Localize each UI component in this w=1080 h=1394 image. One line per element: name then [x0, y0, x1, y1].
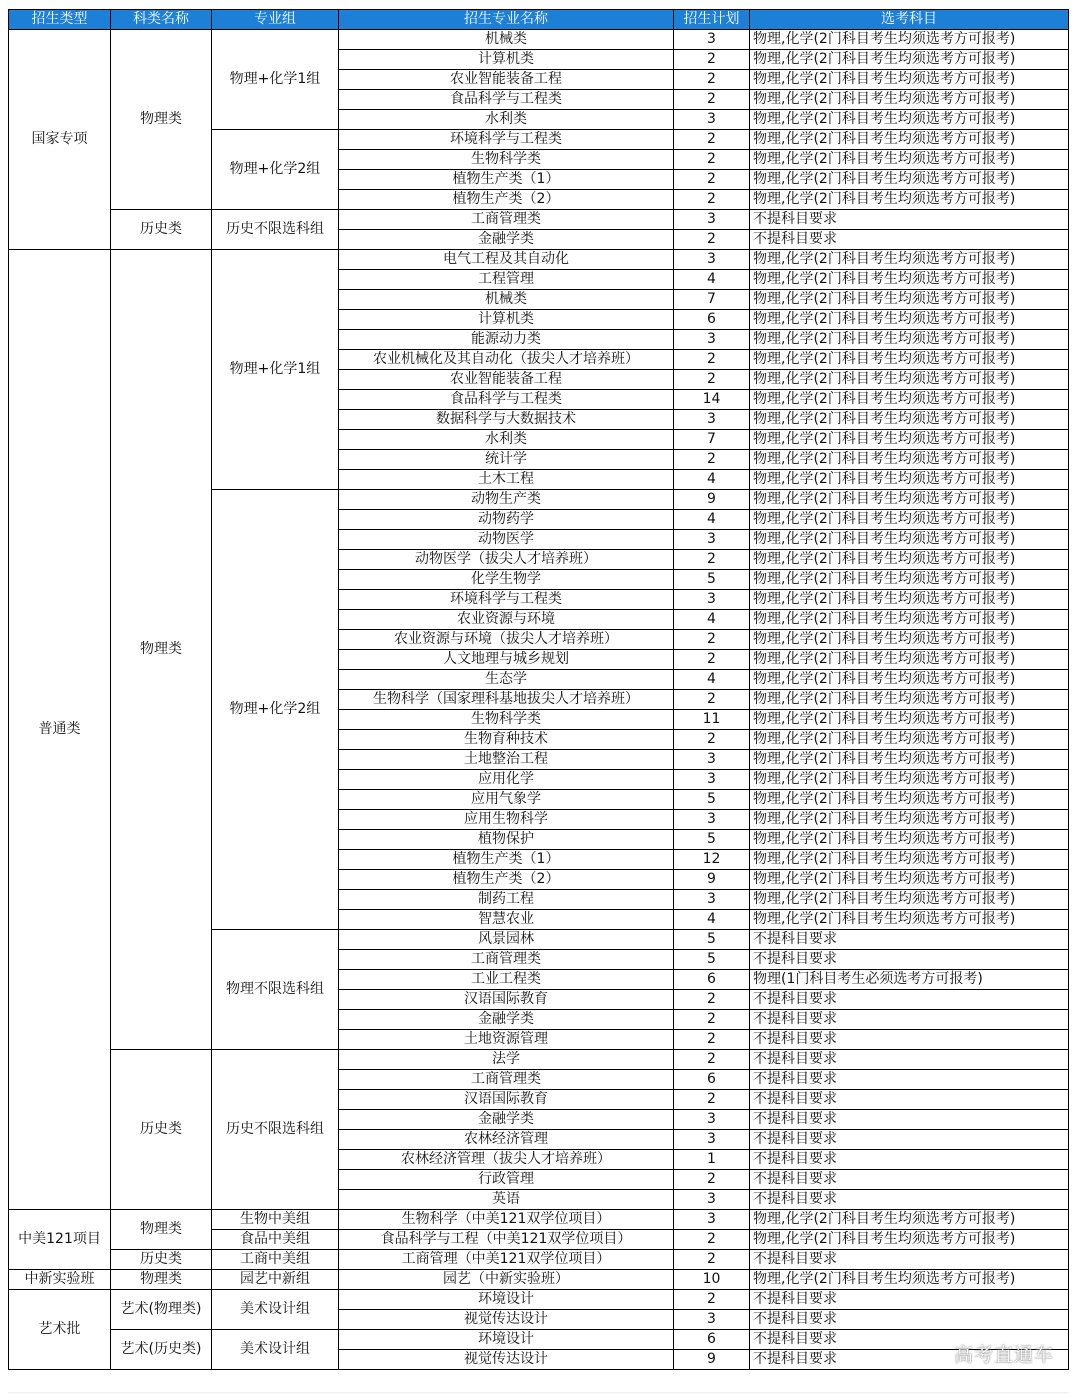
- watermark: 高考直通车: [953, 1344, 1054, 1366]
- subject-requirement-cell: 物理,化学(2门科目考生均须选考方可报考): [750, 670, 1069, 690]
- major-name-cell: 植物保护: [339, 830, 674, 850]
- major-name-cell: 农林经济管理: [339, 1130, 674, 1150]
- major-name-cell: 土木工程: [339, 470, 674, 490]
- major-name-cell: 植物生产类（1）: [339, 170, 674, 190]
- plan-count-cell: 4: [674, 910, 750, 930]
- subject-requirement-cell: 物理,化学(2门科目考生均须选考方可报考): [750, 170, 1069, 190]
- subject-requirement-cell: 不提科目要求: [750, 990, 1069, 1010]
- category-cell: 物理类: [111, 30, 212, 210]
- header-category: 科类名称: [111, 10, 212, 30]
- major-name-cell: 机械类: [339, 290, 674, 310]
- major-name-cell: 工业工程类: [339, 970, 674, 990]
- plan-count-cell: 6: [674, 310, 750, 330]
- subject-requirement-cell: 不提科目要求: [750, 1050, 1069, 1070]
- plan-count-cell: 6: [674, 1070, 750, 1090]
- subject-requirement-cell: 不提科目要求: [750, 930, 1069, 950]
- plan-count-cell: 4: [674, 610, 750, 630]
- plan-count-cell: 2: [674, 70, 750, 90]
- major-name-cell: 动物医学: [339, 530, 674, 550]
- plan-count-cell: 3: [674, 590, 750, 610]
- major-name-cell: 生物科学（中美121双学位项目）: [339, 1210, 674, 1230]
- major-name-cell: 农业机械化及其自动化（拔尖人才培养班）: [339, 350, 674, 370]
- plan-count-cell: 2: [674, 50, 750, 70]
- plan-count-cell: 3: [674, 810, 750, 830]
- subject-requirement-cell: 物理,化学(2门科目考生均须选考方可报考): [750, 330, 1069, 350]
- plan-count-cell: 5: [674, 830, 750, 850]
- subject-requirement-cell: 物理,化学(2门科目考生均须选考方可报考): [750, 250, 1069, 270]
- plan-count-cell: 2: [674, 1050, 750, 1070]
- plan-count-cell: 3: [674, 530, 750, 550]
- subject-requirement-cell: 物理,化学(2门科目考生均须选考方可报考): [750, 850, 1069, 870]
- subject-requirement-cell: 不提科目要求: [750, 1290, 1069, 1310]
- subject-requirement-cell: 物理,化学(2门科目考生均须选考方可报考): [750, 810, 1069, 830]
- plan-count-cell: 9: [674, 870, 750, 890]
- plan-count-cell: 2: [674, 1170, 750, 1190]
- subject-requirement-cell: 不提科目要求: [750, 950, 1069, 970]
- plan-count-cell: 5: [674, 930, 750, 950]
- subject-requirement-cell: 不提科目要求: [750, 1010, 1069, 1030]
- admission-plan-table: [8, 9, 1069, 1370]
- subject-requirement-cell: 物理,化学(2门科目考生均须选考方可报考): [750, 530, 1069, 550]
- major-name-cell: 食品科学与工程类: [339, 390, 674, 410]
- plan-count-cell: 1: [674, 1150, 750, 1170]
- subject-requirement-cell: 物理,化学(2门科目考生均须选考方可报考): [750, 110, 1069, 130]
- table-row: [9, 1250, 1069, 1270]
- plan-count-cell: 5: [674, 950, 750, 970]
- major-name-cell: 工商管理类: [339, 210, 674, 230]
- major-name-cell: 食品科学与工程类: [339, 90, 674, 110]
- subject-requirement-cell: 物理,化学(2门科目考生均须选考方可报考): [750, 690, 1069, 710]
- plan-count-cell: 2: [674, 690, 750, 710]
- subject-requirement-cell: 物理,化学(2门科目考生均须选考方可报考): [750, 730, 1069, 750]
- category-cell: 物理类: [111, 1210, 212, 1250]
- major-name-cell: 化学生物学: [339, 570, 674, 590]
- plan-count-cell: 3: [674, 250, 750, 270]
- major-name-cell: 生物科学类: [339, 710, 674, 730]
- subject-requirement-cell: 物理,化学(2门科目考生均须选考方可报考): [750, 430, 1069, 450]
- subject-requirement-cell: 物理,化学(2门科目考生均须选考方可报考): [750, 350, 1069, 370]
- major-name-cell: 植物生产类（1）: [339, 850, 674, 870]
- major-group-cell: 美术设计组: [212, 1330, 339, 1370]
- major-name-cell: 工商管理（中美121双学位项目）: [339, 1250, 674, 1270]
- subject-requirement-cell: 物理,化学(2门科目考生均须选考方可报考): [750, 570, 1069, 590]
- table-row: [9, 210, 1069, 230]
- subject-requirement-cell: 不提科目要求: [750, 1170, 1069, 1190]
- subject-requirement-cell: 物理,化学(2门科目考生均须选考方可报考): [750, 390, 1069, 410]
- plan-count-cell: 2: [674, 230, 750, 250]
- major-name-cell: 环境设计: [339, 1290, 674, 1310]
- plan-count-cell: 2: [674, 450, 750, 470]
- subject-requirement-cell: 物理,化学(2门科目考生均须选考方可报考): [750, 30, 1069, 50]
- trailing-empty-row: [8, 1378, 1068, 1393]
- enroll-type-cell: 中美121项目: [9, 1210, 111, 1270]
- major-group-cell: 物理+化学1组: [212, 30, 339, 130]
- major-group-cell: 工商中美组: [212, 1250, 339, 1270]
- major-name-cell: 生态学: [339, 670, 674, 690]
- plan-count-cell: 2: [674, 990, 750, 1010]
- subject-requirement-cell: 不提科目要求: [750, 1250, 1069, 1270]
- category-cell: 历史类: [111, 1250, 212, 1270]
- major-name-cell: 动物医学（拔尖人才培养班）: [339, 550, 674, 570]
- plan-count-cell: 3: [674, 1210, 750, 1230]
- major-name-cell: 金融学类: [339, 1010, 674, 1030]
- plan-count-cell: 2: [674, 150, 750, 170]
- subject-requirement-cell: 物理,化学(2门科目考生均须选考方可报考): [750, 450, 1069, 470]
- enroll-type-cell: 中新实验班: [9, 1270, 111, 1290]
- major-name-cell: 生物科学（国家理科基地拔尖人才培养班）: [339, 690, 674, 710]
- major-name-cell: 环境科学与工程类: [339, 130, 674, 150]
- major-name-cell: 工商管理类: [339, 1070, 674, 1090]
- major-name-cell: 应用生物科学: [339, 810, 674, 830]
- plan-count-cell: 3: [674, 770, 750, 790]
- major-name-cell: 水利类: [339, 110, 674, 130]
- subject-requirement-cell: 不提科目要求: [750, 1330, 1069, 1350]
- plan-count-cell: 6: [674, 970, 750, 990]
- subject-requirement-cell: 物理,化学(2门科目考生均须选考方可报考): [750, 90, 1069, 110]
- plan-count-cell: 2: [674, 1250, 750, 1270]
- major-name-cell: 人文地理与城乡规划: [339, 650, 674, 670]
- major-group-cell: 美术设计组: [212, 1290, 339, 1330]
- subject-requirement-cell: 物理,化学(2门科目考生均须选考方可报考): [750, 790, 1069, 810]
- plan-count-cell: 3: [674, 110, 750, 130]
- plan-count-cell: 3: [674, 410, 750, 430]
- subject-requirement-cell: 物理,化学(2门科目考生均须选考方可报考): [750, 750, 1069, 770]
- subject-requirement-cell: 不提科目要求: [750, 1130, 1069, 1150]
- major-name-cell: 农业资源与环境: [339, 610, 674, 630]
- major-name-cell: 电气工程及其自动化: [339, 250, 674, 270]
- subject-requirement-cell: 物理,化学(2门科目考生均须选考方可报考): [750, 410, 1069, 430]
- subject-requirement-cell: 物理,化学(2门科目考生均须选考方可报考): [750, 550, 1069, 570]
- plan-count-cell: 2: [674, 1230, 750, 1250]
- plan-count-cell: 4: [674, 270, 750, 290]
- major-name-cell: 应用化学: [339, 770, 674, 790]
- plan-count-cell: 3: [674, 750, 750, 770]
- subject-requirement-cell: 不提科目要求: [750, 1310, 1069, 1330]
- enroll-type-cell: 艺术批: [9, 1290, 111, 1370]
- subject-requirement-cell: 物理,化学(2门科目考生均须选考方可报考): [750, 310, 1069, 330]
- plan-count-cell: 3: [674, 1190, 750, 1210]
- plan-count-cell: 2: [674, 190, 750, 210]
- plan-count-cell: 3: [674, 1110, 750, 1130]
- table-header: [9, 10, 1069, 30]
- major-group-cell: 物理+化学2组: [212, 490, 339, 930]
- plan-count-cell: 9: [674, 490, 750, 510]
- subject-requirement-cell: 物理,化学(2门科目考生均须选考方可报考): [750, 50, 1069, 70]
- plan-count-cell: 3: [674, 890, 750, 910]
- major-group-cell: 物理+化学1组: [212, 250, 339, 490]
- major-group-cell: 历史不限选科组: [212, 210, 339, 250]
- major-name-cell: 水利类: [339, 430, 674, 450]
- enroll-type-cell: 国家专项: [9, 30, 111, 250]
- major-name-cell: 工程管理: [339, 270, 674, 290]
- plan-count-cell: 4: [674, 670, 750, 690]
- major-name-cell: 生物育种技术: [339, 730, 674, 750]
- plan-count-cell: 3: [674, 1130, 750, 1150]
- header-subjects: 选考科目: [750, 10, 1069, 30]
- plan-count-cell: 9: [674, 1350, 750, 1370]
- major-name-cell: 制药工程: [339, 890, 674, 910]
- major-name-cell: 环境设计: [339, 1330, 674, 1350]
- plan-count-cell: 2: [674, 630, 750, 650]
- subject-requirement-cell: 物理,化学(2门科目考生均须选考方可报考): [750, 510, 1069, 530]
- category-cell: 艺术(历史类): [111, 1330, 212, 1370]
- plan-count-cell: 14: [674, 390, 750, 410]
- major-name-cell: 计算机类: [339, 50, 674, 70]
- category-cell: 历史类: [111, 210, 212, 250]
- subject-requirement-cell: 物理,化学(2门科目考生均须选考方可报考): [750, 770, 1069, 790]
- major-name-cell: 应用气象学: [339, 790, 674, 810]
- header-row: [9, 10, 1069, 30]
- subject-requirement-cell: 物理,化学(2门科目考生均须选考方可报考): [750, 470, 1069, 490]
- major-name-cell: 农业智能装备工程: [339, 370, 674, 390]
- major-name-cell: 农业智能装备工程: [339, 70, 674, 90]
- major-group-cell: 物理+化学2组: [212, 130, 339, 210]
- major-name-cell: 智慧农业: [339, 910, 674, 930]
- table-row: [9, 1210, 1069, 1230]
- header-major-name: 招生专业名称: [339, 10, 674, 30]
- major-name-cell: 法学: [339, 1050, 674, 1070]
- plan-count-cell: 12: [674, 850, 750, 870]
- major-name-cell: 农林经济管理（拔尖人才培养班）: [339, 1150, 674, 1170]
- subject-requirement-cell: 物理,化学(2门科目考生均须选考方可报考): [750, 630, 1069, 650]
- subject-requirement-cell: 不提科目要求: [750, 1030, 1069, 1050]
- subject-requirement-cell: 物理,化学(2门科目考生均须选考方可报考): [750, 910, 1069, 930]
- plan-count-cell: 4: [674, 470, 750, 490]
- subject-requirement-cell: 物理,化学(2门科目考生均须选考方可报考): [750, 890, 1069, 910]
- plan-count-cell: 2: [674, 550, 750, 570]
- plan-count-cell: 3: [674, 30, 750, 50]
- plan-count-cell: 2: [674, 1010, 750, 1030]
- plan-count-cell: 2: [674, 350, 750, 370]
- header-plan: 招生计划: [674, 10, 750, 30]
- table-row: [9, 1050, 1069, 1070]
- major-group-cell: 园艺中新组: [212, 1270, 339, 1290]
- subject-requirement-cell: 不提科目要求: [750, 1070, 1069, 1090]
- subject-requirement-cell: 物理,化学(2门科目考生均须选考方可报考): [750, 130, 1069, 150]
- plan-count-cell: 5: [674, 790, 750, 810]
- plan-count-cell: 7: [674, 290, 750, 310]
- major-name-cell: 能源动力类: [339, 330, 674, 350]
- major-name-cell: 视觉传达设计: [339, 1350, 674, 1370]
- subject-requirement-cell: 物理,化学(2门科目考生均须选考方可报考): [750, 490, 1069, 510]
- subject-requirement-cell: 不提科目要求: [750, 1350, 1069, 1370]
- subject-requirement-cell: 不提科目要求: [750, 1090, 1069, 1110]
- subject-requirement-cell: 物理,化学(2门科目考生均须选考方可报考): [750, 830, 1069, 850]
- plan-count-cell: 4: [674, 510, 750, 530]
- plan-count-cell: 11: [674, 710, 750, 730]
- category-cell: 物理类: [111, 250, 212, 1050]
- category-cell: 艺术(物理类): [111, 1290, 212, 1330]
- major-group-cell: 物理不限选科组: [212, 930, 339, 1050]
- subject-requirement-cell: 物理,化学(2门科目考生均须选考方可报考): [750, 1230, 1069, 1250]
- major-name-cell: 食品科学与工程（中美121双学位项目）: [339, 1230, 674, 1250]
- subject-requirement-cell: 物理,化学(2门科目考生均须选考方可报考): [750, 710, 1069, 730]
- table-row: [9, 1330, 1069, 1350]
- major-name-cell: 风景园林: [339, 930, 674, 950]
- major-name-cell: 生物科学类: [339, 150, 674, 170]
- major-name-cell: 动物药学: [339, 510, 674, 530]
- table-row: [9, 250, 1069, 270]
- plan-count-cell: 6: [674, 1330, 750, 1350]
- major-name-cell: 土地资源管理: [339, 1030, 674, 1050]
- subject-requirement-cell: 物理,化学(2门科目考生均须选考方可报考): [750, 370, 1069, 390]
- major-name-cell: 植物生产类（2）: [339, 190, 674, 210]
- plan-count-cell: 2: [674, 370, 750, 390]
- subject-requirement-cell: 物理,化学(2门科目考生均须选考方可报考): [750, 610, 1069, 630]
- plan-count-cell: 3: [674, 210, 750, 230]
- header-enroll-type: 招生类型: [9, 10, 111, 30]
- subject-requirement-cell: 不提科目要求: [750, 210, 1069, 230]
- table-row: [9, 1270, 1069, 1290]
- subject-requirement-cell: 物理,化学(2门科目考生均须选考方可报考): [750, 650, 1069, 670]
- major-name-cell: 汉语国际教育: [339, 990, 674, 1010]
- major-name-cell: 计算机类: [339, 310, 674, 330]
- plan-count-cell: 2: [674, 650, 750, 670]
- major-name-cell: 英语: [339, 1190, 674, 1210]
- plan-count-cell: 2: [674, 730, 750, 750]
- major-group-cell: 食品中美组: [212, 1230, 339, 1250]
- table-row: [9, 30, 1069, 50]
- subject-requirement-cell: 物理,化学(2门科目考生均须选考方可报考): [750, 270, 1069, 290]
- subject-requirement-cell: 物理,化学(2门科目考生均须选考方可报考): [750, 870, 1069, 890]
- major-name-cell: 植物生产类（2）: [339, 870, 674, 890]
- major-group-cell: 历史不限选科组: [212, 1050, 339, 1210]
- header-major-group: 专业组: [212, 10, 339, 30]
- subject-requirement-cell: 物理,化学(2门科目考生均须选考方可报考): [750, 1270, 1069, 1290]
- plan-count-cell: 10: [674, 1270, 750, 1290]
- subject-requirement-cell: 物理,化学(2门科目考生均须选考方可报考): [750, 1210, 1069, 1230]
- subject-requirement-cell: 物理,化学(2门科目考生均须选考方可报考): [750, 290, 1069, 310]
- major-name-cell: 环境科学与工程类: [339, 590, 674, 610]
- subject-requirement-cell: 物理,化学(2门科目考生均须选考方可报考): [750, 70, 1069, 90]
- major-name-cell: 数据科学与大数据技术: [339, 410, 674, 430]
- subject-requirement-cell: 不提科目要求: [750, 230, 1069, 250]
- category-cell: 历史类: [111, 1050, 212, 1210]
- plan-count-cell: 2: [674, 130, 750, 150]
- major-name-cell: 汉语国际教育: [339, 1090, 674, 1110]
- plan-count-cell: 2: [674, 1290, 750, 1310]
- subject-requirement-cell: 物理,化学(2门科目考生均须选考方可报考): [750, 150, 1069, 170]
- plan-count-cell: 3: [674, 1310, 750, 1330]
- major-name-cell: 土地整治工程: [339, 750, 674, 770]
- subject-requirement-cell: 不提科目要求: [750, 1110, 1069, 1130]
- subject-requirement-cell: 物理,化学(2门科目考生均须选考方可报考): [750, 590, 1069, 610]
- major-name-cell: 工商管理类: [339, 950, 674, 970]
- subject-requirement-cell: 不提科目要求: [750, 1150, 1069, 1170]
- table-body: [9, 30, 1069, 1370]
- category-cell: 物理类: [111, 1270, 212, 1290]
- major-name-cell: 行政管理: [339, 1170, 674, 1190]
- plan-count-cell: 5: [674, 570, 750, 590]
- major-name-cell: 金融学类: [339, 1110, 674, 1130]
- plan-count-cell: 2: [674, 90, 750, 110]
- major-name-cell: 动物生产类: [339, 490, 674, 510]
- major-name-cell: 金融学类: [339, 230, 674, 250]
- major-name-cell: 农业资源与环境（拔尖人才培养班）: [339, 630, 674, 650]
- plan-count-cell: 2: [674, 170, 750, 190]
- plan-count-cell: 7: [674, 430, 750, 450]
- major-name-cell: 视觉传达设计: [339, 1310, 674, 1330]
- plan-count-cell: 2: [674, 1030, 750, 1050]
- major-name-cell: 园艺（中新实验班）: [339, 1270, 674, 1290]
- enroll-type-cell: 普通类: [9, 250, 111, 1210]
- plan-count-cell: 2: [674, 1090, 750, 1110]
- subject-requirement-cell: 物理(1门科目考生必须选考方可报考): [750, 970, 1069, 990]
- subject-requirement-cell: 不提科目要求: [750, 1190, 1069, 1210]
- major-group-cell: 生物中美组: [212, 1210, 339, 1230]
- major-name-cell: 机械类: [339, 30, 674, 50]
- subject-requirement-cell: 物理,化学(2门科目考生均须选考方可报考): [750, 190, 1069, 210]
- table-row: [9, 1290, 1069, 1310]
- plan-count-cell: 3: [674, 330, 750, 350]
- major-name-cell: 统计学: [339, 450, 674, 470]
